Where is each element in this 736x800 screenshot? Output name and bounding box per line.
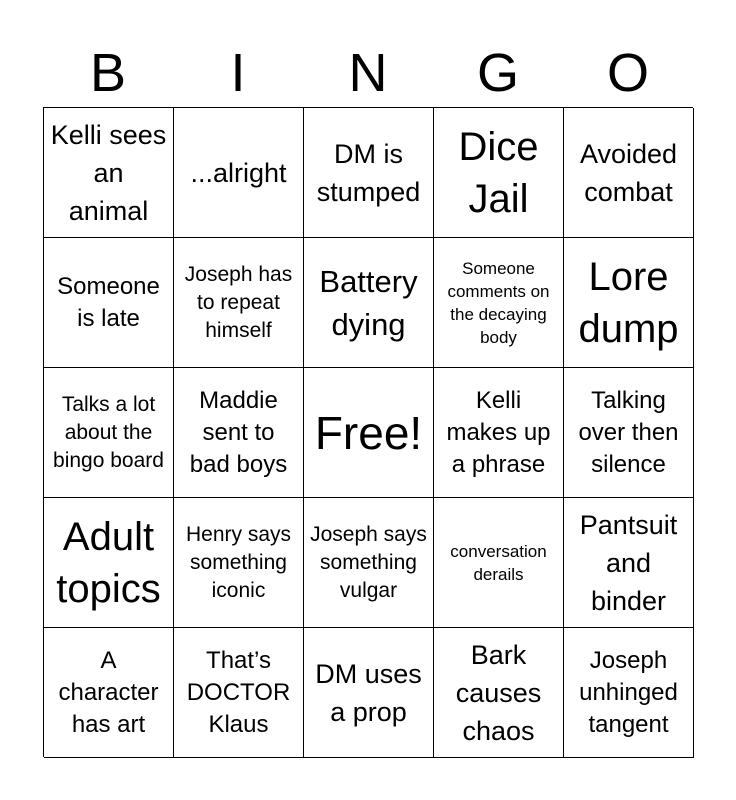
- cell-text: Kelli makes up a phrase: [446, 386, 551, 478]
- cell-text: That’s DOCTOR Klaus: [186, 646, 291, 738]
- bingo-cell[interactable]: [44, 368, 174, 498]
- cell-text: Joseph unhinged tangent: [579, 646, 678, 738]
- bingo-cell[interactable]: [44, 498, 174, 628]
- cell-text: Avoided combat: [579, 138, 678, 207]
- bingo-cell[interactable]: [304, 108, 434, 238]
- bingo-cell[interactable]: [304, 628, 434, 758]
- cell-text: Battery dying: [319, 263, 418, 342]
- bingo-cell[interactable]: [304, 238, 434, 368]
- bingo-cell[interactable]: [564, 238, 694, 368]
- bingo-cell[interactable]: [174, 108, 304, 238]
- bingo-cell[interactable]: [174, 628, 304, 758]
- header-letter-g: G: [476, 43, 519, 103]
- cell-text: Talks a lot about the bingo board: [53, 392, 164, 472]
- bingo-cell[interactable]: [564, 108, 694, 238]
- cell-text: Pantsuit and binder: [579, 509, 678, 616]
- bingo-cell[interactable]: [434, 498, 564, 628]
- cell-text: Adult topics: [56, 514, 161, 611]
- cell-text: ...alright: [190, 157, 287, 188]
- cell-text: DM is stumped: [316, 138, 421, 207]
- cell-text: DM uses a prop: [315, 658, 422, 727]
- cell-text: Someone comments on the decaying body: [447, 258, 550, 347]
- bingo-cell[interactable]: [434, 628, 564, 758]
- bingo-cell[interactable]: [44, 108, 174, 238]
- bingo-cell[interactable]: [304, 498, 434, 628]
- header-letter-o: O: [606, 43, 649, 103]
- cell-text: Joseph has to repeat himself: [184, 262, 293, 342]
- cell-text: Maddie sent to bad boys: [189, 386, 288, 478]
- cell-text: Joseph says something vulgar: [310, 522, 427, 602]
- bingo-cell[interactable]: [434, 238, 564, 368]
- bingo-cell[interactable]: [564, 628, 694, 758]
- cell-text: conversation derails: [450, 541, 547, 584]
- bingo-cell[interactable]: [44, 238, 174, 368]
- cell-text: Lore dump: [578, 254, 679, 351]
- free-space-text: Free!: [314, 406, 423, 459]
- bingo-cell[interactable]: [564, 498, 694, 628]
- bingo-cell[interactable]: [174, 368, 304, 498]
- header-letter-b: B: [89, 43, 127, 103]
- cell-text: Henry says something iconic: [185, 522, 292, 602]
- header-letter-i: I: [230, 43, 246, 103]
- bingo-cell-free[interactable]: [304, 368, 434, 498]
- cell-text: Someone is late: [57, 272, 160, 332]
- header-letter-n: N: [348, 43, 388, 103]
- cell-text: Talking over then silence: [578, 386, 679, 478]
- bingo-cell[interactable]: [44, 628, 174, 758]
- bingo-board: [43, 107, 693, 757]
- bingo-cell[interactable]: [174, 498, 304, 628]
- cell-text: Kelli sees an animal: [50, 119, 167, 226]
- bingo-cell[interactable]: [174, 238, 304, 368]
- bingo-cell[interactable]: [564, 368, 694, 498]
- bingo-cell[interactable]: [434, 368, 564, 498]
- cell-text: Bark causes chaos: [455, 639, 542, 746]
- cell-text: A character has art: [58, 646, 159, 738]
- cell-text: Dice Jail: [458, 124, 539, 221]
- bingo-cell[interactable]: [434, 108, 564, 238]
- bingo-header: [43, 40, 693, 106]
